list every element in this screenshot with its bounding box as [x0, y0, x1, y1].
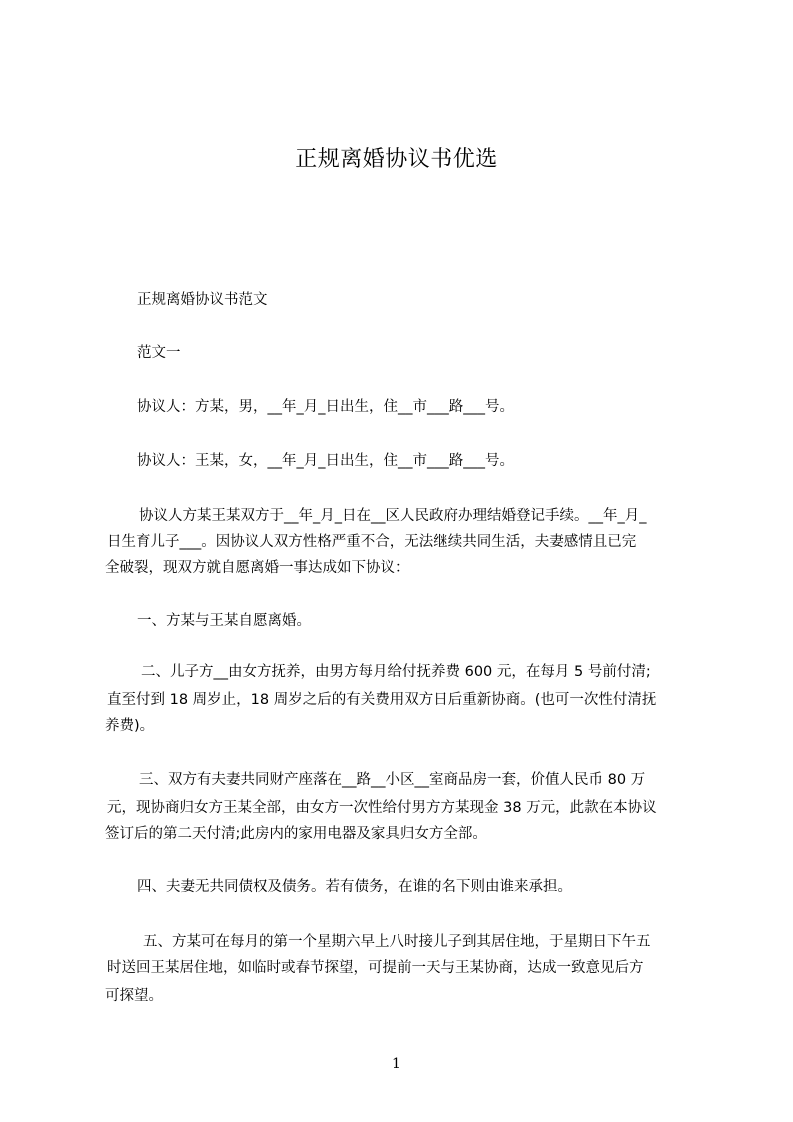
clause-3-line-2: 元，现协商归女方王某全部，由女方一次性给付男方方某现金 38 万元，此款在本协议	[107, 800, 657, 816]
party-1: 协议人：方某，男，__年_月_日出生，住__市___路___号。	[137, 399, 514, 415]
clause-2-line-2: 直至付到 18 周岁止，18 周岁之后的有关费用双方日后重新协商。(也可一次性付清抚	[107, 692, 657, 708]
clause-5-line-1: 五、方某可在每月的第一个星期六早上八时接儿子到其居住地，于星期日下午五	[143, 934, 651, 950]
subtitle: 正规离婚协议书范文	[137, 292, 268, 308]
clause-4: 四、夫妻无共同债权及债务。若有债务，在谁的名下则由谁来承担。	[137, 879, 572, 895]
party-2: 协议人：王某，女，__年_月_日出生，住__市___路___号。	[137, 453, 514, 469]
intro-line-2: 日生育儿子___。因协议人双方性格严重不合，无法继续共同生活，夫妻感情且已完	[107, 534, 637, 550]
intro-line-1: 协议人方某王某双方于__年_月_日在__区人民政府办理结婚登记手续。__年_月_	[139, 508, 647, 524]
page-number: 1	[392, 1056, 401, 1072]
clause-1: 一、方某与王某自愿离婚。	[137, 613, 311, 629]
clause-3-line-3: 签订后的第二天付清;此房内的家用电器及家具归女方全部。	[105, 826, 487, 842]
clause-5-line-2: 时送回王某居住地，如临时或春节探望，可提前一天与王某协商，达成一致意见后方	[107, 960, 644, 976]
clause-5-line-3: 可探望。	[105, 988, 163, 1004]
clause-2-line-3: 养费)。	[105, 718, 155, 734]
intro-line-3: 全破裂，现双方就自愿离婚一事达成如下协议：	[105, 560, 410, 576]
document-title: 正规离婚协议书优选	[295, 147, 498, 172]
clause-2-line-1: 二、儿子方__由女方抚养，由男方每月给付抚养费 600 元，在每月 5 号前付清;	[141, 664, 651, 680]
clause-3-line-1: 三、双方有夫妻共同财产座落在__路__小区__室商品房一套，价值人民币 80 万	[139, 772, 646, 788]
sample-heading: 范文一	[137, 345, 181, 361]
